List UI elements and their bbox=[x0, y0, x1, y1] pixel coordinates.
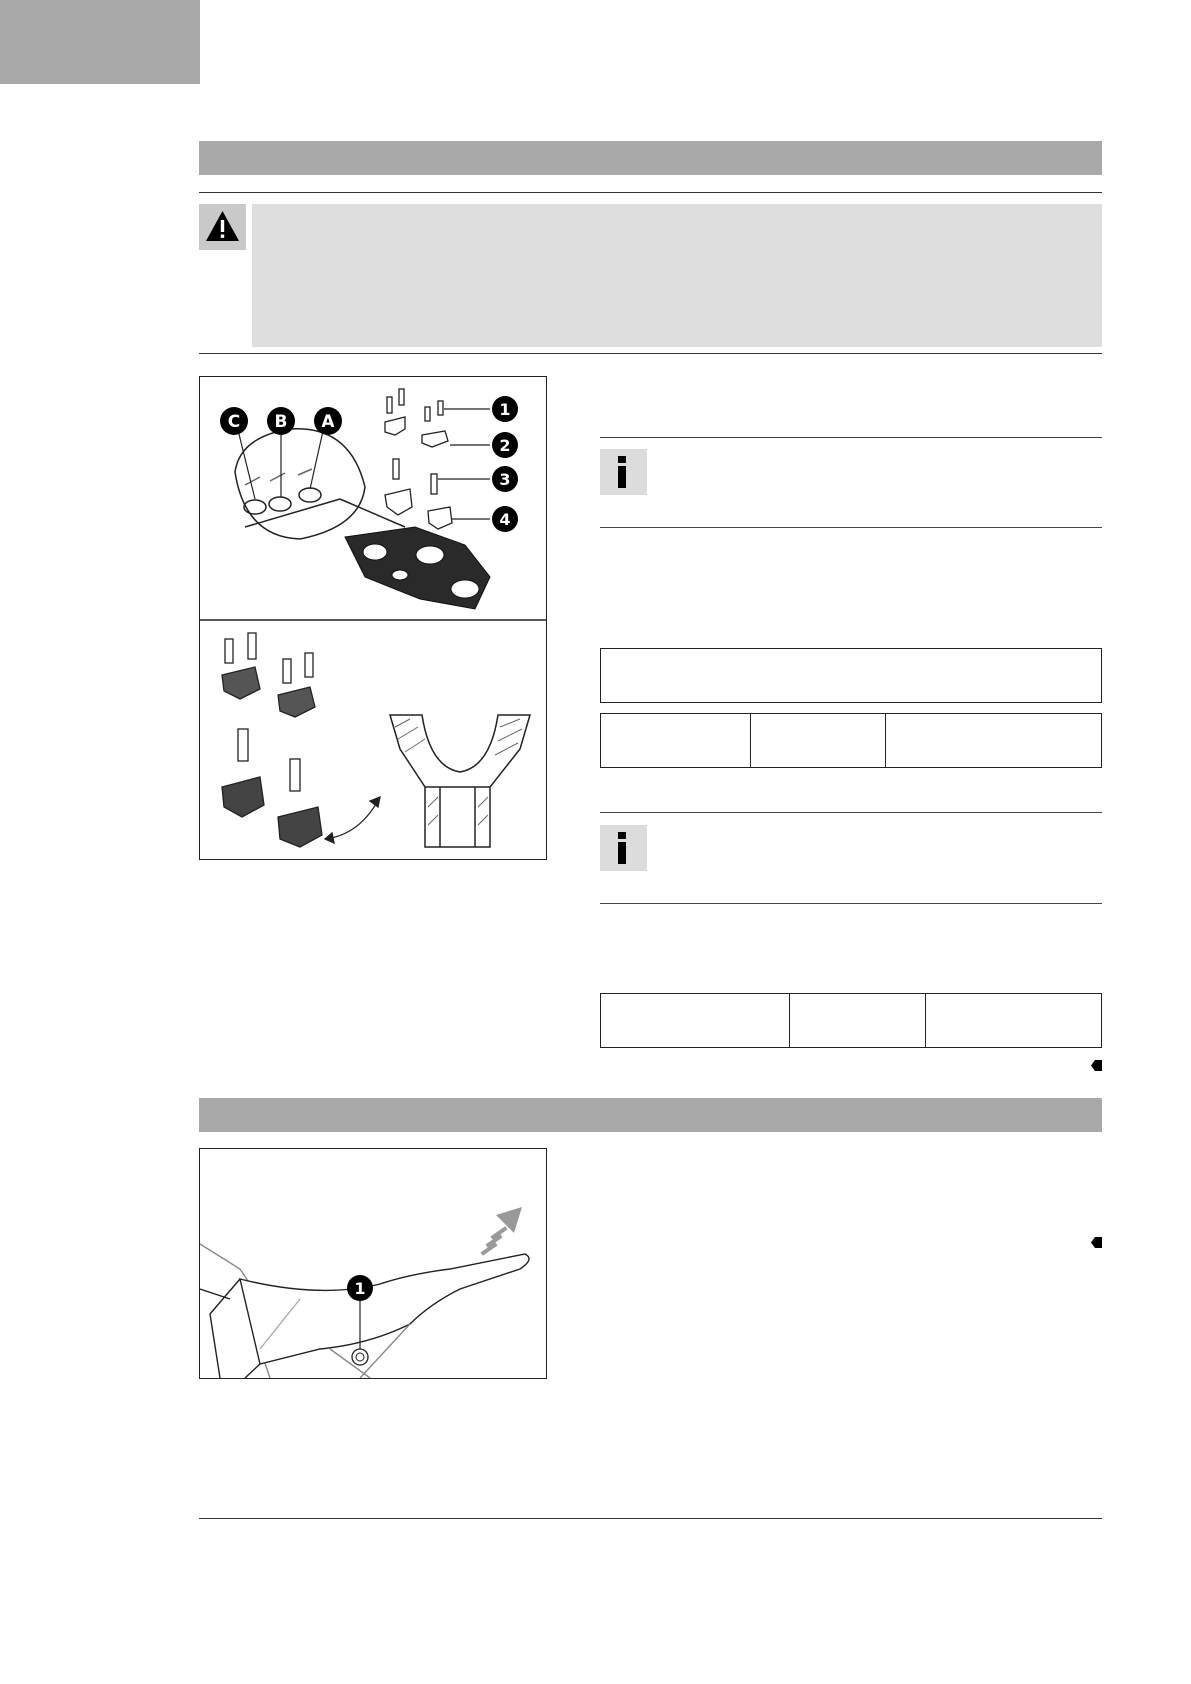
svg-text:C: C bbox=[227, 412, 241, 432]
spec-table-1 bbox=[600, 648, 1102, 703]
triple-clamp bbox=[345, 527, 490, 609]
end-marker-icon-2 bbox=[1091, 1237, 1102, 1248]
position-label-b bbox=[267, 407, 295, 435]
info-icon bbox=[600, 825, 647, 871]
chapter-tab bbox=[0, 0, 200, 84]
info-2-top-rule bbox=[600, 812, 1102, 813]
info-icon-box-1 bbox=[600, 449, 647, 495]
info-1-bottom-rule bbox=[600, 527, 1102, 528]
figure-seat-screw bbox=[199, 1148, 547, 1379]
warning-triangle-icon bbox=[199, 204, 246, 250]
figure-handlebar-clamp bbox=[199, 376, 547, 860]
exploded-parts bbox=[385, 389, 452, 529]
figure-handlebar-clamp-drawing bbox=[200, 377, 546, 859]
svg-text:1: 1 bbox=[499, 400, 511, 419]
svg-text:4: 4 bbox=[499, 510, 511, 529]
warning-top-rule bbox=[199, 192, 1102, 193]
clamp-detail bbox=[222, 633, 380, 847]
part-label-3 bbox=[492, 466, 518, 492]
position-label-c bbox=[220, 407, 248, 435]
warning-panel bbox=[252, 204, 1102, 347]
spec-table-3-divider-1 bbox=[789, 994, 790, 1047]
svg-text:1: 1 bbox=[354, 1279, 366, 1298]
spec-table-3-divider-2 bbox=[925, 994, 926, 1047]
figure-seat-screw-drawing bbox=[200, 1149, 546, 1378]
spec-table-2-divider-2 bbox=[885, 714, 886, 767]
clamp-cross-section bbox=[390, 715, 530, 847]
info-icon bbox=[600, 449, 647, 495]
lift-arrow-icon bbox=[480, 1207, 522, 1256]
svg-text:2: 2 bbox=[499, 436, 511, 455]
section-heading-bar-2 bbox=[199, 1098, 1102, 1132]
svg-text:B: B bbox=[274, 412, 288, 432]
spec-table-2-divider-1 bbox=[750, 714, 751, 767]
part-label-seat-1 bbox=[347, 1275, 373, 1301]
part-label-2 bbox=[492, 432, 518, 458]
svg-text:A: A bbox=[321, 412, 335, 432]
part-label-4 bbox=[492, 506, 518, 532]
info-1-top-rule bbox=[600, 437, 1102, 438]
position-label-a bbox=[314, 407, 342, 435]
svg-text:3: 3 bbox=[499, 470, 511, 489]
warning-bottom-rule bbox=[199, 353, 1102, 354]
section-heading-bar-1 bbox=[199, 141, 1102, 175]
footer-rule bbox=[199, 1518, 1102, 1519]
spec-table-3 bbox=[600, 993, 1102, 1048]
end-marker-icon bbox=[1091, 1060, 1102, 1071]
info-2-bottom-rule bbox=[600, 903, 1102, 904]
warning-icon-box bbox=[199, 204, 246, 250]
spec-table-2 bbox=[600, 713, 1102, 768]
info-icon-box-2 bbox=[600, 825, 647, 871]
part-label-1 bbox=[492, 396, 518, 422]
